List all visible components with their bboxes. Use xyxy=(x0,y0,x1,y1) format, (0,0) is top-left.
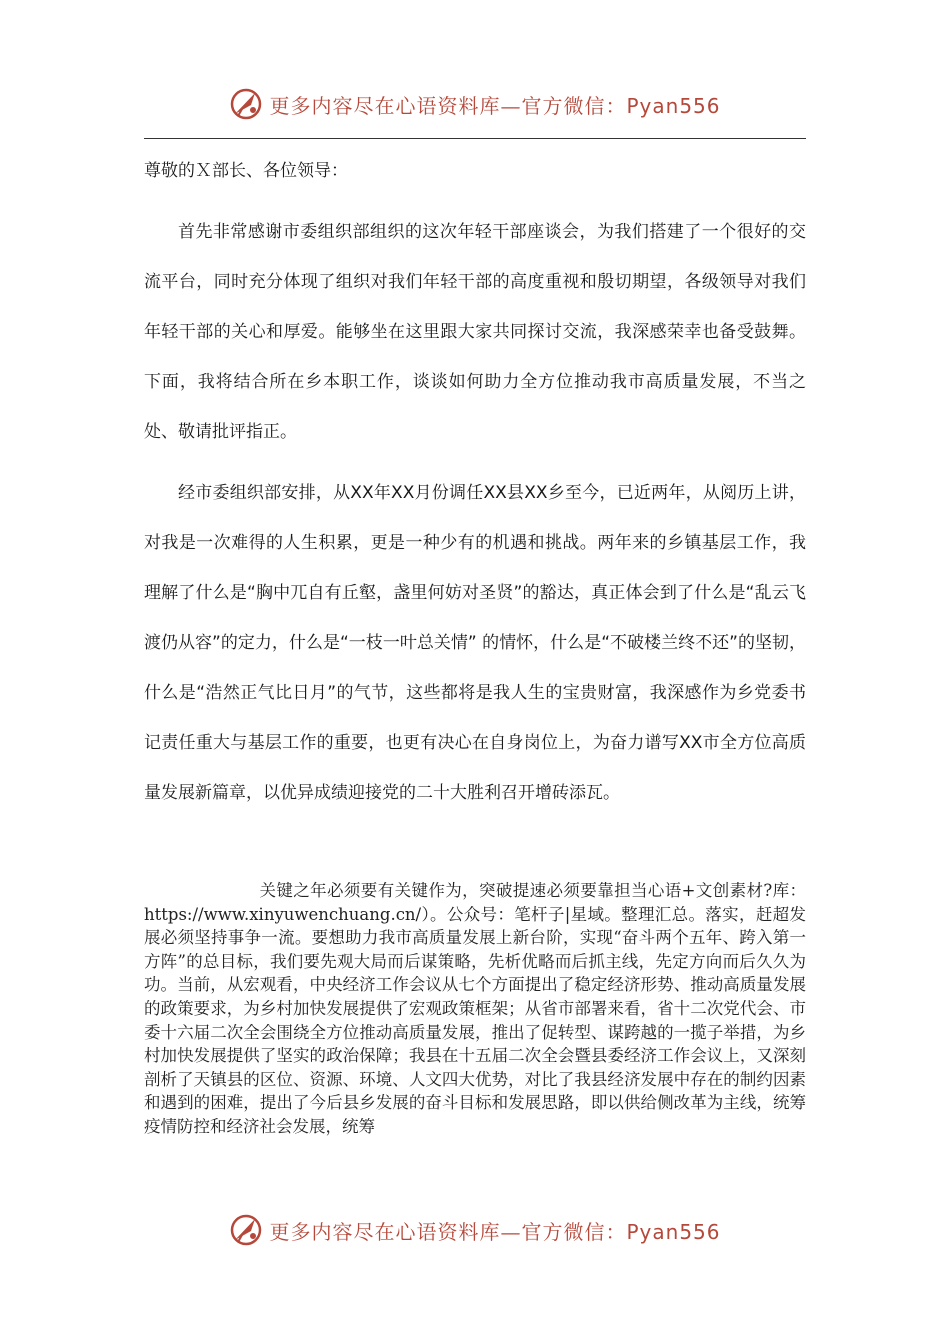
paragraph-2: 经市委组织部安排，从XX年XX月份调任XX县XX乡至今，已近两年，从阅历上讲，对我是一次难得的人生积累，更是一种少有的机遇和挑战。两年来的乡镇基层工作，我理解了什么是“胸中兀自有丘壑，盏里何妨对圣贤”的豁达，真正体会到了什么是“乱云飞渡仍从容”的定力，什么是“一枝一叶总关情” 的情怀，什么是“不破楼兰终不还”的坚韧，什么是“浩然正气比日月”的气节，这些都将是我人生的宝贵财富，我深感作为乡党委书记责任重大与基层工作的重要，也更有决心在自身岗位上，为奋力谱写XX市全方位高质量发展新篇章，以优异成绩迎接党的二十大胜利召开增砖添瓦。 xyxy=(144,483,806,803)
header-banner xyxy=(0,84,950,124)
footer-banner xyxy=(0,1210,950,1250)
header-divider xyxy=(144,138,806,139)
paragraph-1: 首先非常感谢市委组织部组织的这次年轻干部座谈会，为我们搭建了一个很好的交流平台，同时充分体现了组织对我们年轻干部的高度重视和殷切期望，各级领导对我们年轻干部的关心和厚爱。能够坐在这里跟大家共同探讨交流，我深感荣幸也备受鼓舞。下面，我将结合所在乡本职工作，谈谈如何助力全方位推动我市高质量发展，不当之处、敬请批评指正。 xyxy=(144,222,806,442)
wechat-id: Pyan556 xyxy=(626,93,721,118)
banner-text xyxy=(269,1216,720,1245)
paragraph-3: 关键之年必须要有关键作为，突破提速必须要靠担当心语+文创素材?库：https://www.xinyuwenchuang.cn/）。公众号：笔杆子|星域。整理汇总。落实，赶超发展必须坚持事争一流。要想助力我市高质量发展上新台阶，实现“奋斗两个五年、跨入第一方阵”的总目标，我们要先观大局而后谋策略，先析优略而后抓主线，先定方向而后久久为功。当前，从宏观看，中央经济工作会议从七个方面提出了稳定经济形势、推动高质量发展的政策要求，为乡村加快发展提供了宏观政策框架；从省市部署来看，省十二次党代会、市委十六届二次全会围绕全方位推动高质量发展，推出了促转型、谋跨越的一揽子举措，为乡村加快发展提供了坚实的政治保障；我县在十五届二次全会暨县委经济工作会议上，又深刻剖析了天镇县的区位、资源、环境、人文四大优势，对比了我县经济发展中存在的制约因素和遇到的困难，提出了今后县乡发展的奋斗目标和发展思路，即以供给侧改革为主线，统筹疫情防控和经济社会发展，统筹 xyxy=(144,881,806,1136)
wechat-id: Pyan556 xyxy=(626,1219,721,1244)
quill-logo-icon xyxy=(229,1213,263,1247)
banner-text xyxy=(269,90,720,119)
quill-logo-icon xyxy=(229,87,263,121)
banner-slogan: 更多内容尽在心语资料库—官方微信： xyxy=(269,1219,627,1244)
banner-slogan: 更多内容尽在心语资料库—官方微信： xyxy=(269,93,627,118)
salutation: 尊敬的Ｘ部长、各位领导： xyxy=(144,161,348,181)
